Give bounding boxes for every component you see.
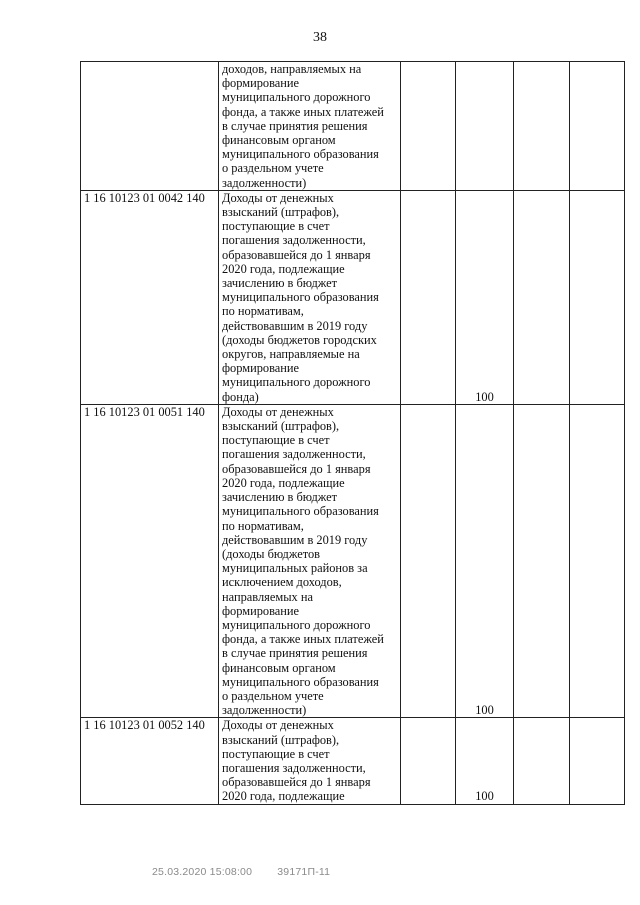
normative-value-cell: 100 [456, 404, 514, 717]
empty-cell [514, 404, 570, 717]
income-name-line: 2020 года, подлежащие [222, 789, 345, 804]
empty-cell [570, 62, 625, 191]
income-name-line: зачислению в бюджет [222, 490, 338, 505]
income-name-line: зачислению в бюджет [222, 276, 338, 291]
income-name-line: образовавшейся до 1 января [222, 775, 371, 790]
income-name-line: Доходы от денежных [222, 404, 334, 419]
income-name-line: Доходы от денежных [222, 718, 334, 733]
income-name-line: округов, направляемые на [222, 347, 360, 362]
income-name-line: действовавшим в 2019 году [222, 532, 368, 547]
income-name-line: погашения задолженности, [222, 233, 366, 248]
income-name-line: по нормативам, [222, 518, 304, 533]
income-name-line: формирование [222, 76, 300, 91]
normative-value-cell [456, 62, 514, 191]
empty-cell [514, 62, 570, 191]
footer-doc-id: 39171П-11 [277, 866, 331, 878]
income-name-line: фонда, а также иных платежей [222, 104, 384, 119]
table-row [81, 190, 625, 404]
income-name-line: (доходы бюджетов [222, 546, 321, 561]
income-name-line: взысканий (штрафов), [222, 419, 340, 434]
income-name-line: действовавшим в 2019 году [222, 318, 368, 333]
income-name-line: исключением доходов, [222, 575, 342, 590]
income-name-line: муниципального образования [222, 504, 379, 519]
empty-cell [570, 190, 625, 404]
table-body [81, 62, 625, 805]
budget-table [80, 61, 625, 805]
income-name-line: финансовым органом [222, 660, 336, 675]
income-name-line: муниципального образования [222, 147, 379, 162]
income-name-cell [219, 718, 401, 804]
income-name-line: формирование [222, 361, 300, 376]
income-name-line: доходов, направляемых на [222, 62, 362, 76]
income-name-line: взысканий (штрафов), [222, 732, 340, 747]
income-name-line: направляемых на [222, 589, 313, 604]
income-name-line: муниципального дорожного [222, 617, 371, 632]
table-row [81, 718, 625, 804]
income-name-cell [219, 62, 401, 191]
income-name-line: фонда, а также иных платежей [222, 632, 384, 647]
empty-cell [514, 718, 570, 804]
income-name-line: о раздельном учете [222, 161, 324, 176]
income-name-line: Доходы от денежных [222, 190, 334, 205]
income-name-line: погашения задолженности, [222, 760, 366, 775]
footer-stamp [152, 866, 330, 878]
income-name-line: финансовым органом [222, 133, 336, 148]
budget-code-cell: 1 16 10123 01 0052 140 [81, 718, 219, 804]
income-name-cell [219, 404, 401, 717]
empty-cell [401, 190, 456, 404]
income-name-line: образовавшейся до 1 января [222, 461, 371, 476]
income-name-line: муниципального дорожного [222, 375, 371, 390]
table-row [81, 62, 625, 191]
normative-value-cell: 100 [456, 718, 514, 804]
income-name-line: 2020 года, подлежащие [222, 475, 345, 490]
income-name-line: формирование [222, 603, 300, 618]
income-name-line: образовавшейся до 1 января [222, 247, 371, 262]
income-name-line: муниципального дорожного [222, 90, 371, 105]
income-name-cell [219, 190, 401, 404]
budget-code-cell: 1 16 10123 01 0042 140 [81, 190, 219, 404]
empty-cell [570, 718, 625, 804]
income-name-line: задолженности) [222, 703, 307, 718]
empty-cell [401, 404, 456, 717]
page-number: 38 [313, 30, 327, 45]
income-name-line: 2020 года, подлежащие [222, 261, 345, 276]
income-name-line: муниципального образования [222, 290, 379, 305]
income-name-line: задолженности) [222, 175, 307, 190]
income-name-line: по нормативам, [222, 304, 304, 319]
normative-value-cell: 100 [456, 190, 514, 404]
income-name-line: о раздельном учете [222, 688, 324, 703]
empty-cell [401, 62, 456, 191]
income-name-line: в случае принятия решения [222, 646, 368, 661]
empty-cell [514, 190, 570, 404]
income-name-line: погашения задолженности, [222, 447, 366, 462]
income-name-line: поступающие в счет [222, 746, 330, 761]
income-name-line: муниципальных районов за [222, 561, 368, 576]
budget-code-cell [81, 62, 219, 191]
income-name-line: поступающие в счет [222, 219, 330, 234]
income-name-line: поступающие в счет [222, 433, 330, 448]
footer-timestamp: 25.03.2020 15:08:00 [152, 866, 253, 878]
empty-cell [570, 404, 625, 717]
income-name-line: взысканий (штрафов), [222, 205, 340, 220]
budget-code-cell: 1 16 10123 01 0051 140 [81, 404, 219, 717]
income-name-line: (доходы бюджетов городских [222, 332, 377, 347]
table-row [81, 404, 625, 717]
income-name-line: муниципального образования [222, 674, 379, 689]
income-name-line: в случае принятия решения [222, 118, 368, 133]
empty-cell [401, 718, 456, 804]
income-name-line: фонда) [222, 389, 259, 404]
